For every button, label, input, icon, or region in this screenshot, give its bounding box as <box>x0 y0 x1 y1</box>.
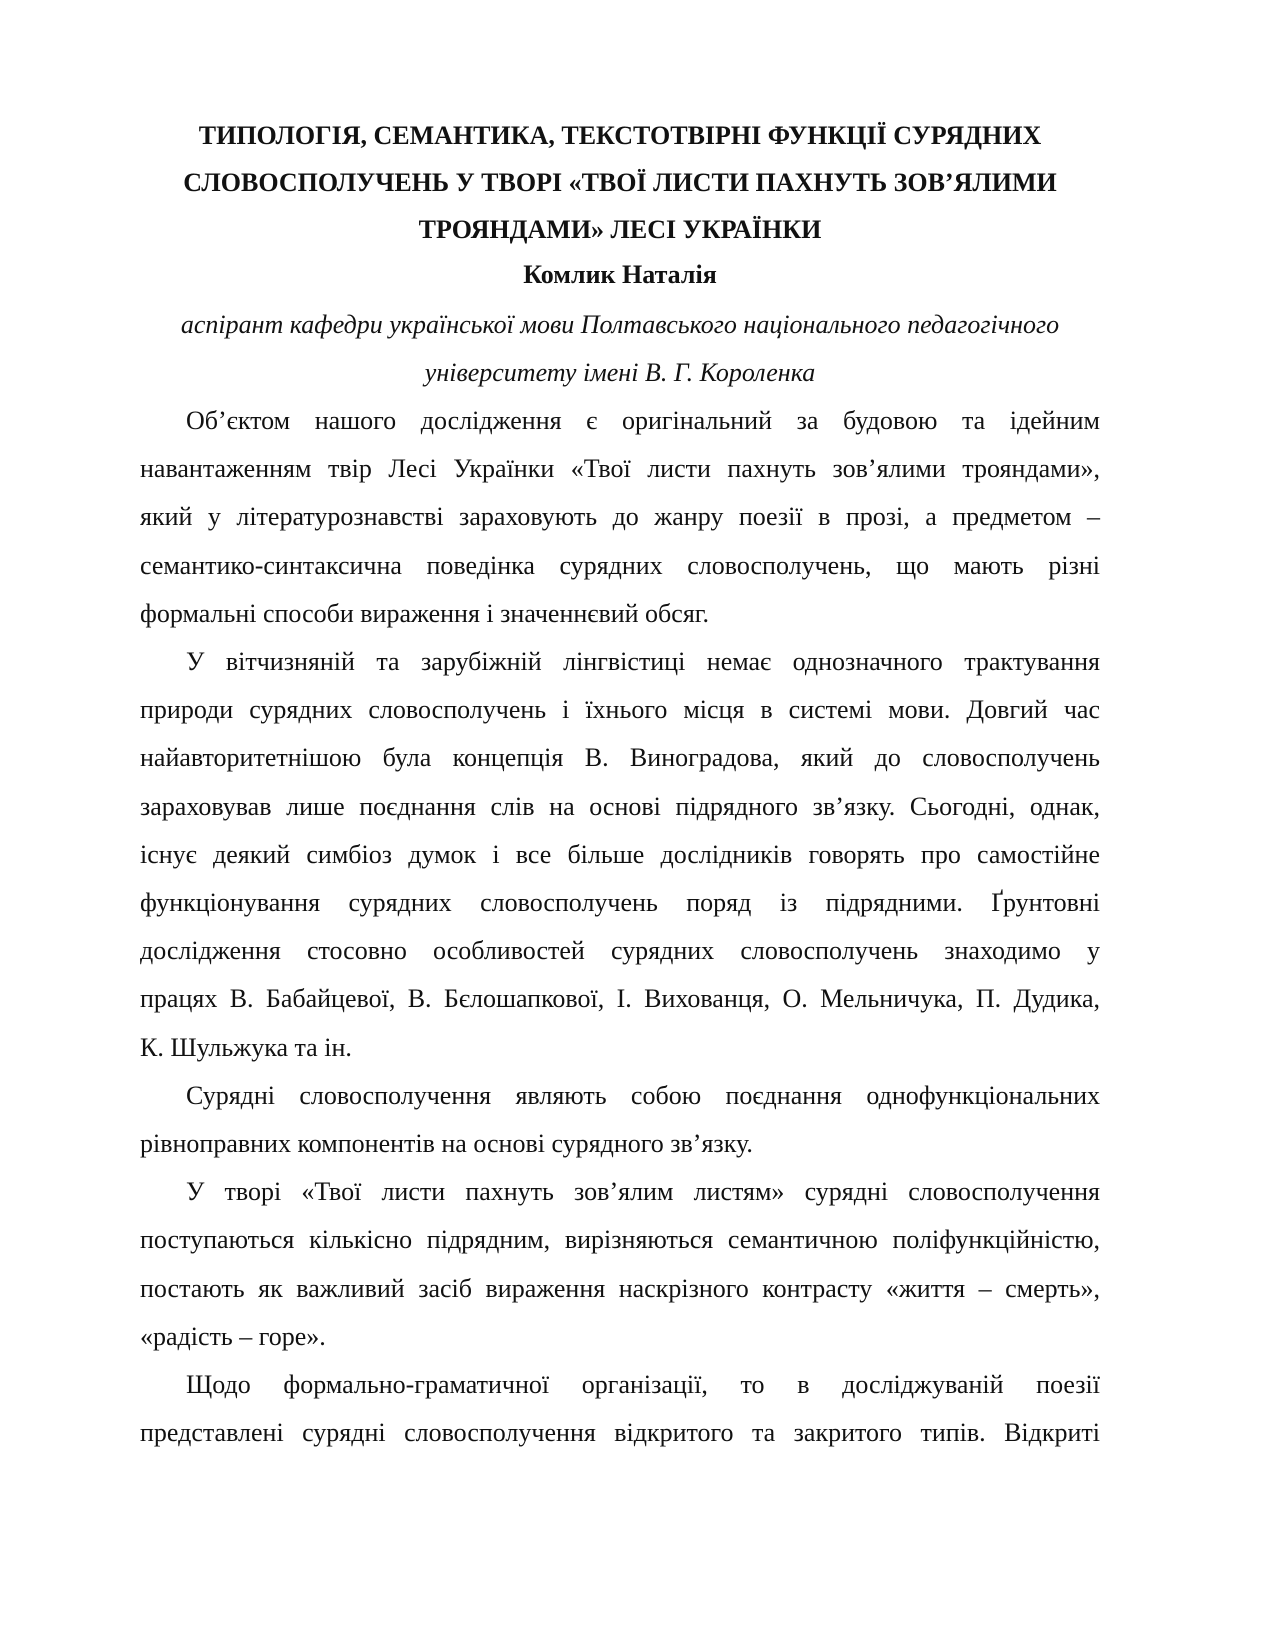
paragraph-line: зараховував лише поєднання слів на основі підрядного зв’язку. Сьогодні, однак, <box>140 791 1100 821</box>
paragraph-line: дослідження стосовно особливостей сурядних словосполучень знаходимо у <box>140 936 1100 966</box>
author-name: Комлик Наталія <box>523 260 717 289</box>
paragraph-line: У вітчизняній та зарубіжній лінгвістиці немає однозначного трактування <box>186 647 1100 677</box>
paragraph-line: формальні способи вираження і значеннєвий обсяг. <box>140 598 710 628</box>
affiliation-line: університету імені В. Г. Короленка <box>424 358 816 387</box>
paragraph-line: Об’єктом нашого дослідження є оригінальний за будовою та ідейним <box>186 406 1100 435</box>
paragraph <box>140 1072 1100 1168</box>
paragraph-line: існує деякий симбіоз думок і все більше дослідників говорять про самостійне <box>140 839 1100 869</box>
paragraph-line: який у літературознавстві зараховують до жанру поезії в прозі, а предметом – <box>140 502 1100 532</box>
paragraph-line: К. Шульжука та ін. <box>140 1032 352 1062</box>
paragraph <box>140 638 1100 1072</box>
paragraph-line: Щодо формально-граматичної організації, то в досліджуваній поезії <box>186 1370 1100 1400</box>
paragraph-line: найавторитетнішою була концепція В. Виноградова, який до словосполучень <box>140 743 1100 773</box>
paragraph-line: Сурядні словосполучення являють собою поєднання однофункціональних <box>186 1080 1100 1110</box>
paragraph <box>140 1361 1100 1457</box>
affiliation-line: аспірант кафедри української мови Полтавського національного педагогічного <box>180 310 1060 339</box>
paragraph-line: постають як важливий засіб вираження наскрізного контрасту «життя – смерть», <box>140 1273 1100 1303</box>
author-affiliation <box>140 301 1100 397</box>
paragraph-line: У творі «Твої листи пахнуть зов’ялим листям» сурядні словосполучення <box>186 1177 1100 1207</box>
title-line: ТИПОЛОГІЯ, СЕМАНТИКА, ТЕКСТОТВІРНІ ФУНКЦІЇ СУРЯДНИХ <box>198 121 1042 150</box>
title-line: СЛОВОСПОЛУЧЕНЬ У ТВОРІ «ТВОЇ ЛИСТИ ПАХНУТЬ ЗОВ’ЯЛИМИ <box>183 168 1057 197</box>
paragraph-line: семантико-синтаксична поведінка сурядних словосполучень, що мають різні <box>140 550 1100 580</box>
article-body <box>140 397 1100 1457</box>
paragraph <box>140 1168 1100 1361</box>
article-title <box>140 112 1100 253</box>
paragraph-line: працях В. Бабайцевої, В. Бєлошапкової, І. Вихованця, О. Мельничука, П. Дудика, <box>140 984 1100 1014</box>
paragraph <box>140 397 1100 638</box>
document-page <box>140 112 1100 1457</box>
paragraph-line: функціонування сурядних словосполучень поряд із підрядними. Ґрунтовні <box>140 888 1100 918</box>
paragraph-line: рівноправних компонентів на основі сурядного зв’язку. <box>140 1129 753 1159</box>
paragraph-line: навантаженням твір Лесі Українки «Твої листи пахнуть зов’ялими трояндами», <box>140 454 1100 484</box>
paragraph-line: представлені сурядні словосполучення відкритого та закритого типів. Відкриті <box>140 1418 1100 1448</box>
paragraph-line: «радість – горе». <box>140 1321 326 1351</box>
paragraph-line: поступаються кількісно підрядним, вирізняються семантичною поліфункційністю, <box>140 1225 1100 1255</box>
title-line: ТРОЯНДАМИ» ЛЕСІ УКРАЇНКИ <box>418 215 822 244</box>
paragraph-line: природи сурядних словосполучень і їхнього місця в системі мови. Довгий час <box>140 695 1100 725</box>
